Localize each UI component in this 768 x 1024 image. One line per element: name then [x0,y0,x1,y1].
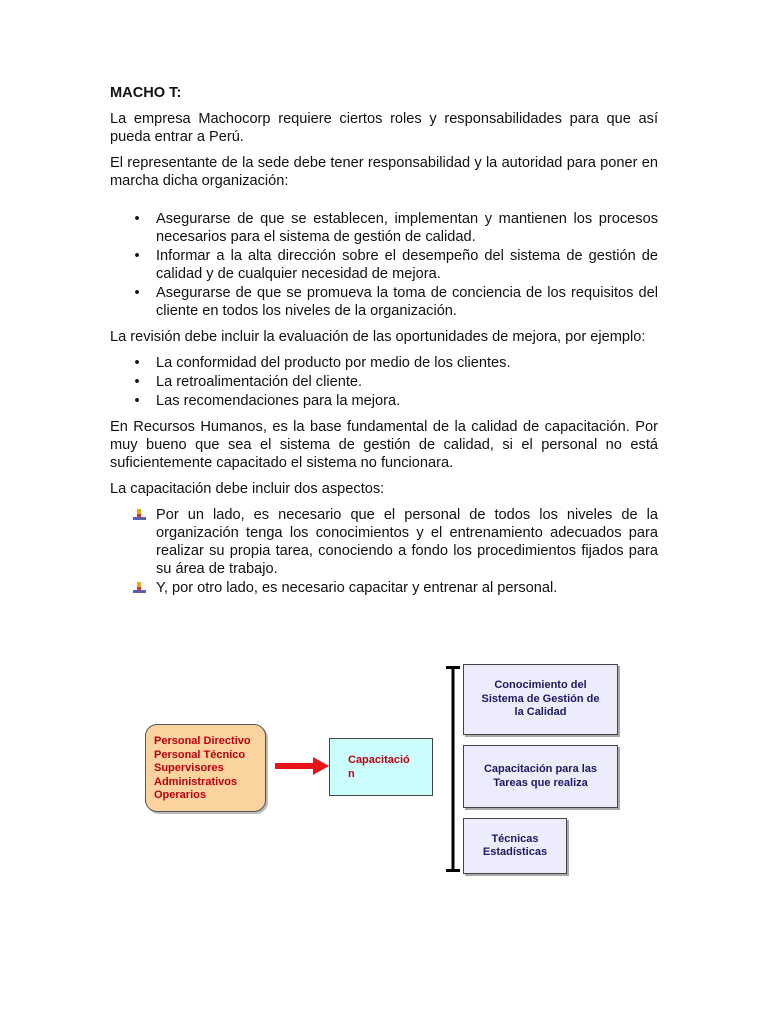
bullet-icon: • [134,248,140,264]
paragraph-representante: El representante de la sede debe tener responsabilidad y la autoridad para poner en marcha dicha organización: [110,155,658,189]
paragraph-revision: La revisión debe incluir la evaluación de las oportunidades de mejora, por ejemplo: [110,329,646,345]
list-item: • Informar a la alta dirección sobre el desempeño del sistema de gestión de calidad y de cualquier necesidad de mejora. [110,247,658,283]
list-item: • La retroalimentación del cliente. [110,373,658,391]
tecnicas-label: Técnicas Estadísticas [482,832,548,858]
pushpin-icon [130,509,146,522]
personal-box [145,724,266,812]
list-item: • Las recomendaciones para la mejora. [110,392,658,410]
bracket-line [446,666,460,872]
tareas-box [463,745,618,808]
list-item: • La conformidad del producto por medio de los clientes. [110,354,658,372]
tareas-label: Capacitación para las Tareas que realiza [483,763,598,789]
list-item: Por un lado, es necesario que el personal de todos los niveles de la organización tenga los conocimientos y el entrenamiento adecuados para realizar su propia tarea, conociendo a fondo los procedimientos fijados para su área de trabajo. [110,506,658,578]
personal-label: Personal Directivo [154,735,251,747]
capacitacion-label-line2: n [348,767,355,780]
conocimiento-box [463,664,618,735]
tecnicas-box [463,818,567,874]
list-mejora [110,354,658,410]
bullet-icon: • [134,211,140,227]
bullet-icon: • [134,374,140,390]
conocimiento-label: Conocimiento del Sistema de Gestión de la Calidad [481,679,600,719]
personal-label: Operarios [154,789,206,801]
list-item: Y, por otro lado, es necesario capacitar y entrenar al personal. [110,579,658,597]
personal-label: Administrativos [154,775,238,788]
arrow-right-icon [275,756,329,776]
paragraph-intro: La empresa Machocorp requiere ciertos roles y responsabilidades para que así pueda entrar a Perú. [110,111,658,145]
document-heading: MACHO T: [110,85,182,101]
bullet-icon: • [134,393,140,409]
capacitacion-label-line1: Capacitació [348,754,410,766]
personal-label: Personal Técnico [154,748,246,761]
paragraph-capacitacion: La capacitación debe incluir dos aspectos: [110,481,385,497]
list-item: • Asegurarse de que se establecen, implementan y mantienen los procesos necesarios para el sistema de gestión de calidad. [110,210,658,246]
paragraph-recursos-humanos: En Recursos Humanos, es la base fundamental de la calidad de capacitación. Por muy bueno que sea el sistema de gestión de calidad, si el personal no está suficientemente capacitado el sistema no funcionara. [110,419,658,471]
list-aspectos [110,506,658,597]
capacitacion-box [329,738,433,796]
bullet-icon: • [134,355,140,371]
list-item: • Asegurarse de que se promueva la toma de conciencia de los requisitos del cliente en todos los niveles de la organización. [110,284,658,320]
bullet-icon: • [134,285,140,301]
personal-label: Supervisores [154,762,224,774]
document-body [110,84,658,605]
pushpin-icon [130,582,146,595]
list-responsabilidades [110,210,658,320]
